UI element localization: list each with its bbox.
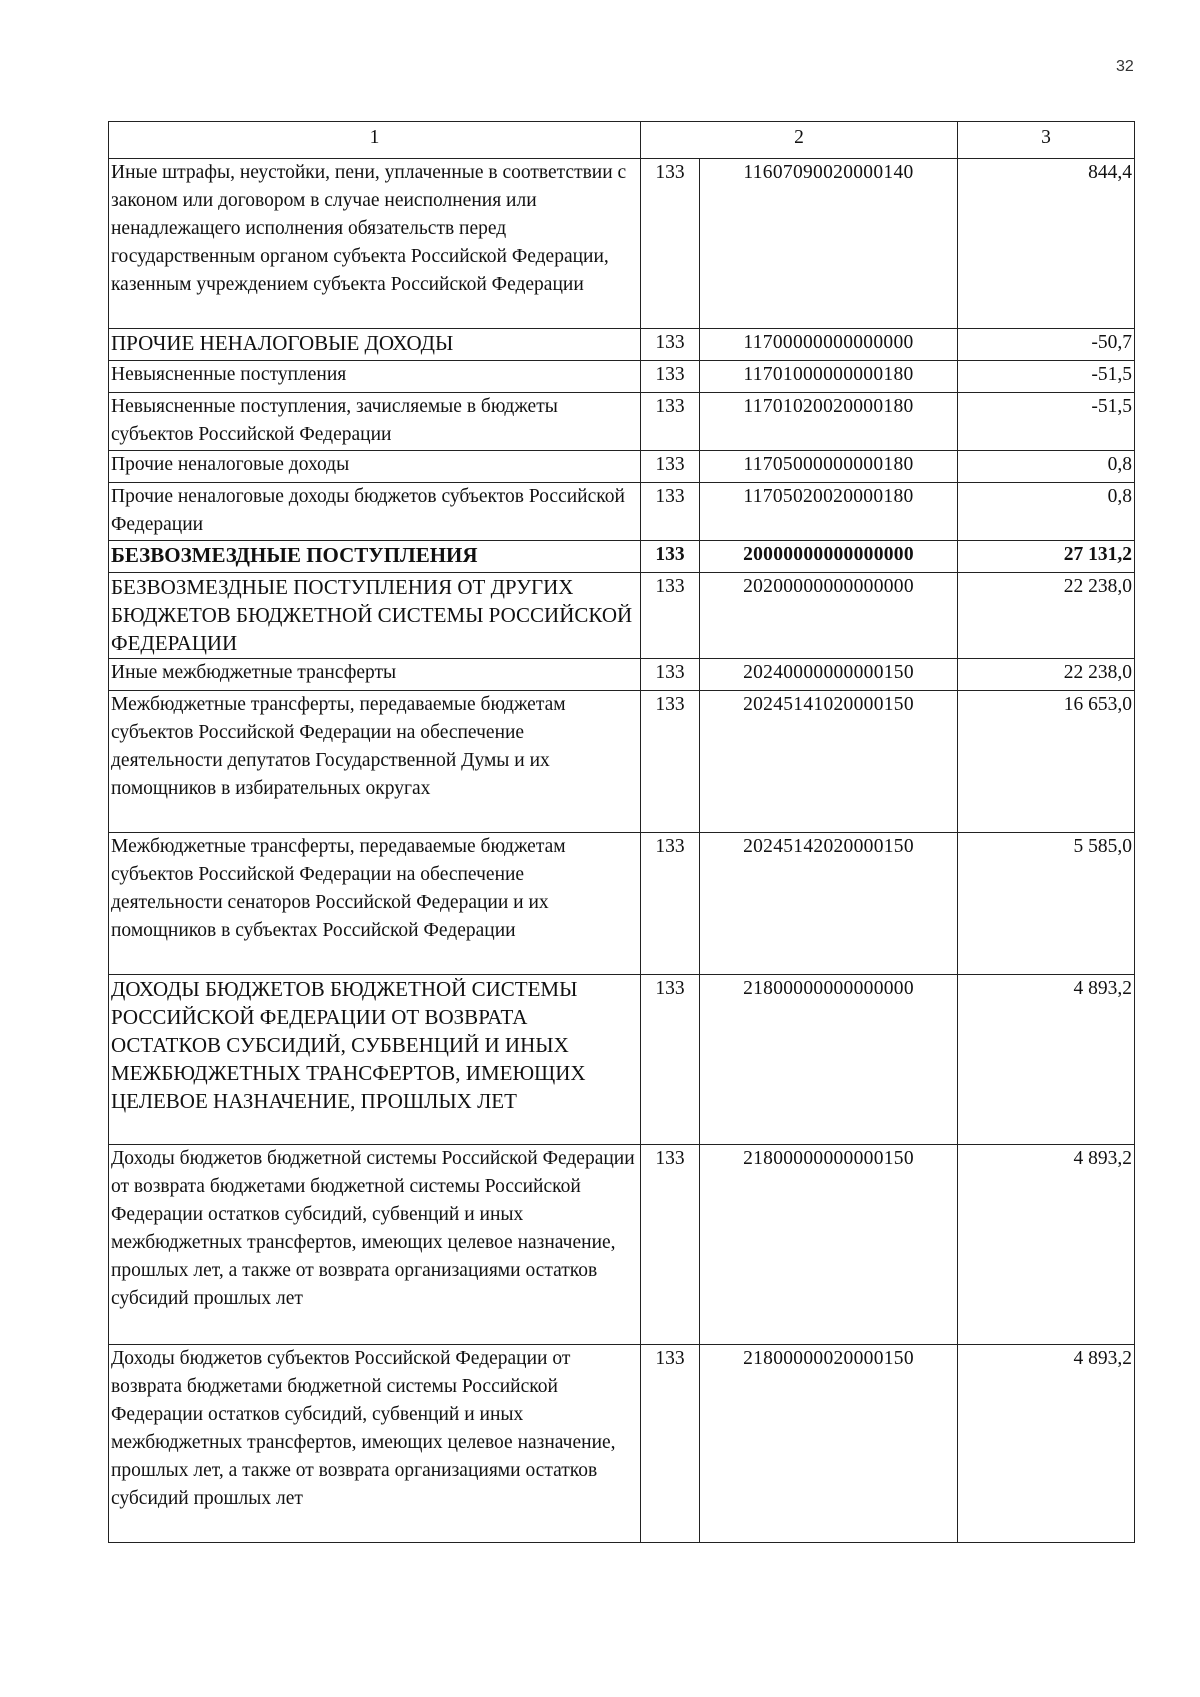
table-row: [109, 659, 1135, 691]
row-budget-code: 21800000020000150: [700, 1345, 958, 1543]
row-name: Прочие неналоговые доходы бюджетов субъектов Российской Федерации: [109, 483, 641, 541]
row-budget-code: 20245142020000150: [700, 833, 958, 975]
row-admin-code: 133: [641, 451, 700, 483]
row-amount: -51,5: [958, 361, 1135, 393]
row-budget-code: 21800000000000000: [700, 975, 958, 1145]
row-budget-code: 11705000000000180: [700, 451, 958, 483]
table-row: [109, 361, 1135, 393]
row-name: БЕЗВОЗМЕЗДНЫЕ ПОСТУПЛЕНИЯ: [109, 541, 641, 573]
table-row: [109, 573, 1135, 659]
row-admin-code: 133: [641, 393, 700, 451]
row-budget-code: 20000000000000000: [700, 541, 958, 573]
row-admin-code: 133: [641, 483, 700, 541]
row-name: Иные межбюджетные трансферты: [109, 659, 641, 691]
row-budget-code: 20240000000000150: [700, 659, 958, 691]
row-name: Невыясненные поступления, зачисляемые в бюджеты субъектов Российской Федерации: [109, 393, 641, 451]
row-admin-code: 133: [641, 691, 700, 833]
row-budget-code: 11701020020000180: [700, 393, 958, 451]
row-admin-code: 133: [641, 361, 700, 393]
row-amount: 22 238,0: [958, 659, 1135, 691]
row-budget-code: 11701000000000180: [700, 361, 958, 393]
row-name: Прочие неналоговые доходы: [109, 451, 641, 483]
row-name: Межбюджетные трансферты, передаваемые бюджетам субъектов Российской Федерации на обеспечение деятельности депутатов Государственной Думы и их помощников в избирательных округах: [109, 691, 641, 833]
row-amount: -50,7: [958, 329, 1135, 361]
row-admin-code: 133: [641, 329, 700, 361]
row-name: ПРОЧИЕ НЕНАЛОГОВЫЕ ДОХОДЫ: [109, 329, 641, 361]
row-amount: 844,4: [958, 159, 1135, 329]
row-admin-code: 133: [641, 1145, 700, 1345]
row-admin-code: 133: [641, 1345, 700, 1543]
table-row: [109, 483, 1135, 541]
row-name: БЕЗВОЗМЕЗДНЫЕ ПОСТУПЛЕНИЯ ОТ ДРУГИХ БЮДЖЕТОВ БЮДЖЕТНОЙ СИСТЕМЫ РОССИЙСКОЙ ФЕДЕРАЦИИ: [109, 573, 641, 659]
row-admin-code: 133: [641, 573, 700, 659]
row-budget-code: 11607090020000140: [700, 159, 958, 329]
row-amount: 4 893,2: [958, 1345, 1135, 1543]
row-admin-code: 133: [641, 159, 700, 329]
column-header-2: 2: [641, 122, 958, 159]
row-name: Иные штрафы, неустойки, пени, уплаченные в соответствии с законом или договором в случае неисполнения или ненадлежащего исполнения обязательств перед государственным органом субъекта Российской Федерации, казенным учреждением субъекта Российской Федерации: [109, 159, 641, 329]
table-row: [109, 329, 1135, 361]
row-amount: 4 893,2: [958, 975, 1135, 1145]
row-amount: 4 893,2: [958, 1145, 1135, 1345]
column-header-3: 3: [958, 122, 1135, 159]
row-amount: 5 585,0: [958, 833, 1135, 975]
page-number: 32: [1116, 58, 1134, 75]
row-name: Невыясненные поступления: [109, 361, 641, 393]
row-admin-code: 133: [641, 541, 700, 573]
table-row: [109, 1145, 1135, 1345]
row-budget-code: 20200000000000000: [700, 573, 958, 659]
budget-income-table: [108, 121, 1135, 1543]
row-admin-code: 133: [641, 833, 700, 975]
table-header-row: [109, 122, 1135, 159]
row-budget-code: 21800000000000150: [700, 1145, 958, 1345]
row-name: Доходы бюджетов бюджетной системы Российской Федерации от возврата бюджетами бюджетной системы Российской Федерации остатков субсидий, субвенций и иных межбюджетных трансфертов, имеющих целевое назначение, прошлых лет, а также от возврата организациями остатков субсидий прошлых лет: [109, 1145, 641, 1345]
row-amount: 22 238,0: [958, 573, 1135, 659]
row-name: Межбюджетные трансферты, передаваемые бюджетам субъектов Российской Федерации на обеспечение деятельности сенаторов Российской Федерации и их помощников в субъектах Российской Федерации: [109, 833, 641, 975]
row-amount: 0,8: [958, 483, 1135, 541]
table-row: [109, 833, 1135, 975]
table-row: [109, 159, 1135, 329]
table-row: [109, 691, 1135, 833]
row-budget-code: 20245141020000150: [700, 691, 958, 833]
column-header-1: 1: [109, 122, 641, 159]
table-row: [109, 393, 1135, 451]
row-admin-code: 133: [641, 659, 700, 691]
table-row: [109, 451, 1135, 483]
table-row: [109, 1345, 1135, 1543]
row-budget-code: 11700000000000000: [700, 329, 958, 361]
row-name: Доходы бюджетов субъектов Российской Федерации от возврата бюджетами бюджетной системы Российской Федерации остатков субсидий, субвенций и иных межбюджетных трансфертов, имеющих целевое назначение, прошлых лет, а также от возврата организациями остатков субсидий прошлых лет: [109, 1345, 641, 1543]
table-row: [109, 541, 1135, 573]
row-amount: 27 131,2: [958, 541, 1135, 573]
row-amount: 16 653,0: [958, 691, 1135, 833]
table-row: [109, 975, 1135, 1145]
row-amount: 0,8: [958, 451, 1135, 483]
row-amount: -51,5: [958, 393, 1135, 451]
row-admin-code: 133: [641, 975, 700, 1145]
row-name: ДОХОДЫ БЮДЖЕТОВ БЮДЖЕТНОЙ СИСТЕМЫ РОССИЙСКОЙ ФЕДЕРАЦИИ ОТ ВОЗВРАТА ОСТАТКОВ СУБСИДИЙ, СУБВЕНЦИЙ И ИНЫХ МЕЖБЮДЖЕТНЫХ ТРАНСФЕРТОВ, ИМЕЮЩИХ ЦЕЛЕВОЕ НАЗНАЧЕНИЕ, ПРОШЛЫХ ЛЕТ: [109, 975, 641, 1145]
row-budget-code: 11705020020000180: [700, 483, 958, 541]
